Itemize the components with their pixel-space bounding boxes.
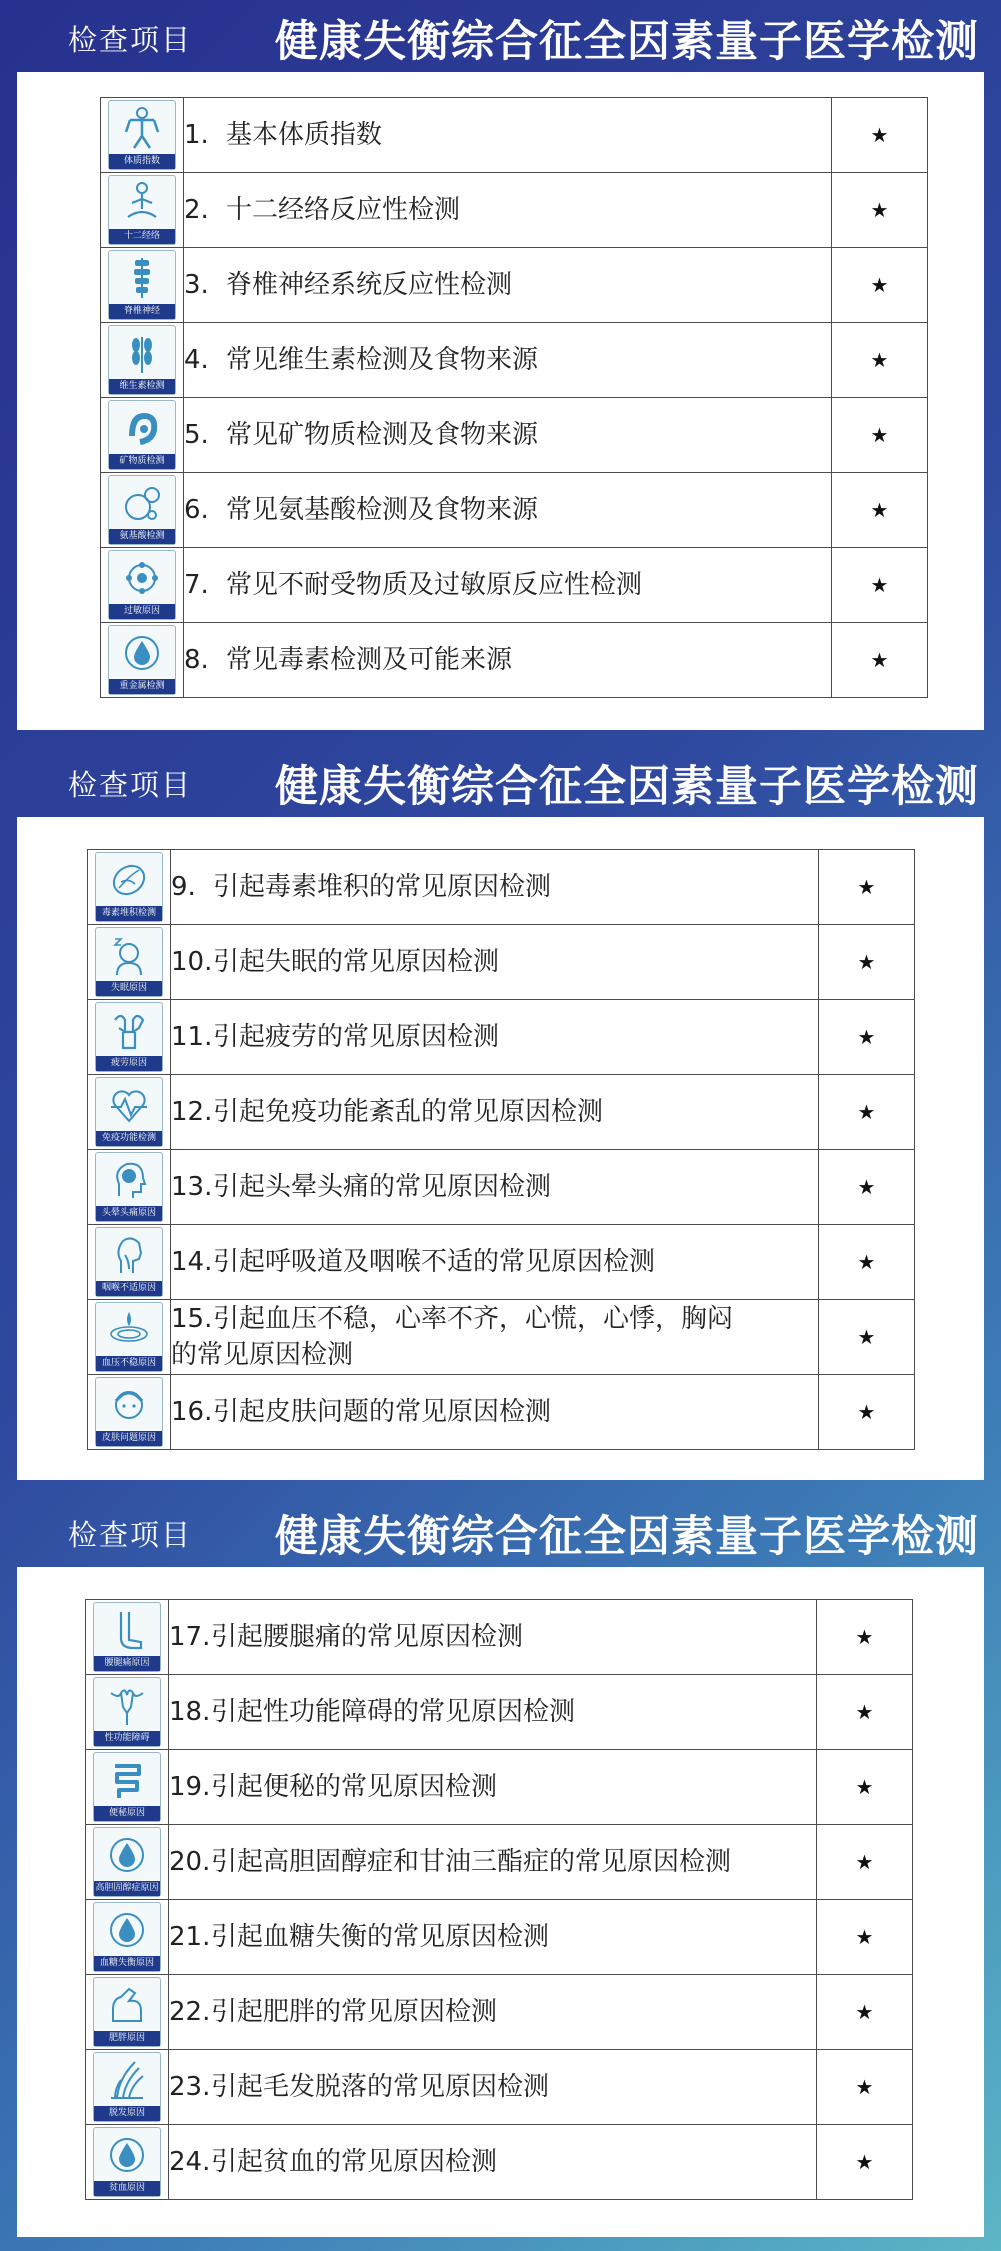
- cell-icon: [109, 858, 149, 902]
- icon-caption: 便秘原因: [94, 1806, 160, 1821]
- item-cell: [169, 1900, 817, 1975]
- icon-tile: [108, 100, 176, 170]
- icon-cell: [86, 2125, 169, 2200]
- star-mark: ★: [819, 850, 915, 925]
- star-mark: ★: [819, 1150, 915, 1225]
- item-number: 20.: [169, 1847, 211, 1877]
- table-row: [101, 623, 928, 698]
- section-2: [0, 745, 1001, 1495]
- star-mark: ★: [832, 323, 928, 398]
- icon-tile: [108, 250, 176, 320]
- item-cell: [184, 173, 832, 248]
- meditation-icon: [122, 181, 162, 225]
- item-cell: [184, 623, 832, 698]
- icon-cell: [101, 98, 184, 173]
- item-cell: [184, 548, 832, 623]
- item-text: 引起便秘的常见原因检测: [211, 1772, 498, 1802]
- table-row: [101, 398, 928, 473]
- item-text: 常见不耐受物质及过敏原反应性检测: [226, 570, 643, 600]
- table-row: [86, 1900, 913, 1975]
- head-brain-icon: [109, 1158, 149, 1202]
- table-row: [88, 1225, 915, 1300]
- icon-tile: [95, 1302, 163, 1372]
- star-mark: ★: [832, 548, 928, 623]
- item-number: 5.: [184, 420, 209, 450]
- icon-cell: [88, 850, 171, 925]
- icon-caption: 免疫功能检测: [96, 1131, 162, 1146]
- heartbeat-icon: [109, 1083, 149, 1127]
- icon-caption: 过敏原因: [109, 604, 175, 619]
- item-cell: [171, 1375, 819, 1450]
- item-number: 3.: [184, 270, 209, 300]
- item-text: 引起失眠的常见原因检测: [213, 947, 500, 977]
- star-mark: ★: [832, 248, 928, 323]
- star-mark: ★: [819, 1075, 915, 1150]
- icon-caption: 重金属检测: [109, 679, 175, 694]
- icon-caption: 血糖失衡原因: [94, 1956, 160, 1971]
- icon-tile: [95, 1377, 163, 1447]
- drop-icon: [107, 2133, 147, 2177]
- item-text: 引起高胆固醇症和甘油三酯症的常见原因检测: [211, 1847, 732, 1877]
- section-title: 健康失衡综合征全因素量子医学检测: [275, 762, 979, 812]
- icon-tile: [95, 852, 163, 922]
- item-cell: [171, 1150, 819, 1225]
- star-mark: ★: [817, 1675, 913, 1750]
- item-number: 2.: [184, 195, 209, 225]
- icon-cell: [86, 1900, 169, 1975]
- section-label: 检查项目: [68, 23, 193, 57]
- table-row: [86, 2125, 913, 2200]
- drop-icon: [107, 1833, 147, 1877]
- content-panel: [17, 72, 984, 730]
- star-mark: ★: [817, 2050, 913, 2125]
- item-cell: [169, 1975, 817, 2050]
- icon-cell: [101, 548, 184, 623]
- table-row: [86, 1975, 913, 2050]
- item-number: 16.: [171, 1397, 213, 1427]
- star-mark: ★: [819, 1225, 915, 1300]
- star-mark: ★: [819, 1300, 915, 1375]
- icon-tile: [93, 1902, 161, 1972]
- content-panel: [17, 1567, 984, 2237]
- icon-tile: [95, 1227, 163, 1297]
- star-mark: ★: [832, 398, 928, 473]
- table-row: [88, 925, 915, 1000]
- table-row: [101, 548, 928, 623]
- item-cell: [169, 1675, 817, 1750]
- icon-caption: 体质指数: [109, 154, 175, 169]
- spine-icon: [122, 256, 162, 300]
- item-text: 引起免疫功能紊乱的常见原因检测: [213, 1097, 604, 1127]
- star-mark: ★: [819, 925, 915, 1000]
- item-cell: [169, 1600, 817, 1675]
- item-number: 21.: [169, 1922, 211, 1952]
- icon-tile: [108, 475, 176, 545]
- ripple-icon: [109, 1308, 149, 1352]
- item-number: 10.: [171, 947, 213, 977]
- item-cell: [171, 925, 819, 1000]
- item-number: 8.: [184, 645, 209, 675]
- uterus-icon: [107, 1683, 147, 1727]
- item-text: 常见矿物质检测及食物来源: [226, 420, 539, 450]
- item-text: 十二经络反应性检测: [226, 195, 461, 225]
- icon-cell: [101, 323, 184, 398]
- icon-caption: 皮肤问题原因: [96, 1431, 162, 1446]
- table-row: [88, 1075, 915, 1150]
- item-number: 11.: [171, 1022, 213, 1052]
- drop-icon: [107, 1908, 147, 1952]
- table-row: [101, 323, 928, 398]
- items-table: [87, 849, 915, 1450]
- item-cell: [169, 1750, 817, 1825]
- item-cell: [171, 1000, 819, 1075]
- item-number: 6.: [184, 495, 209, 525]
- hair-icon: [107, 2058, 147, 2102]
- table-row: [86, 1750, 913, 1825]
- content-panel: [17, 817, 984, 1480]
- icon-caption: 毒素堆积检测: [96, 906, 162, 921]
- item-cell: [171, 1225, 819, 1300]
- icon-cell: [101, 623, 184, 698]
- section-header: [0, 745, 1001, 817]
- item-number: 19.: [169, 1772, 211, 1802]
- icon-tile: [93, 1827, 161, 1897]
- section-label: 检查项目: [68, 768, 193, 802]
- item-number: 4.: [184, 345, 209, 375]
- drop-icon: [122, 631, 162, 675]
- item-number: 1.: [184, 120, 209, 150]
- intestine-icon: [107, 1758, 147, 1802]
- item-cell: [184, 98, 832, 173]
- table-row: [86, 1825, 913, 1900]
- icon-cell: [86, 1600, 169, 1675]
- section-header: [0, 1495, 1001, 1567]
- star-mark: ★: [832, 473, 928, 548]
- icon-tile: [95, 927, 163, 997]
- table-row: [86, 1600, 913, 1675]
- icon-caption: 脊椎神经: [109, 304, 175, 319]
- item-text: 引起肥胖的常见原因检测: [211, 1997, 498, 2027]
- section-3: [0, 1495, 1001, 2251]
- table-row: [101, 173, 928, 248]
- item-text: 常见氨基酸检测及食物来源: [226, 495, 539, 525]
- icon-caption: 咽喉不适原因: [96, 1281, 162, 1296]
- icon-caption: 腰腿痛原因: [94, 1656, 160, 1671]
- item-cell: [171, 1300, 819, 1375]
- icon-cell: [86, 1675, 169, 1750]
- item-number: 12.: [171, 1097, 213, 1127]
- icon-cell: [88, 1375, 171, 1450]
- mineral-icon: [122, 406, 162, 450]
- item-number: 9.: [171, 872, 196, 902]
- item-cell: [171, 1075, 819, 1150]
- item-text: 引起毛发脱落的常见原因检测: [211, 2072, 550, 2102]
- icon-tile: [108, 325, 176, 395]
- item-number: 24.: [169, 2147, 211, 2177]
- item-text: 引起头晕头痛的常见原因检测: [213, 1172, 552, 1202]
- icon-caption: 氨基酸检测: [109, 529, 175, 544]
- icon-cell: [88, 1075, 171, 1150]
- icon-cell: [88, 1000, 171, 1075]
- molecule-icon: [122, 556, 162, 600]
- icon-cell: [101, 248, 184, 323]
- leg-icon: [107, 1608, 147, 1652]
- icon-tile: [93, 1752, 161, 1822]
- icon-caption: 性功能障碍: [94, 1731, 160, 1746]
- icon-caption: 头晕头痛原因: [96, 1206, 162, 1221]
- item-text: 引起毒素堆积的常见原因检测: [213, 872, 552, 902]
- icon-tile: [108, 400, 176, 470]
- star-mark: ★: [817, 1825, 913, 1900]
- table-row: [88, 1300, 915, 1375]
- items-table: [100, 97, 928, 698]
- icon-caption: 贫血原因: [94, 2181, 160, 2196]
- item-cell: [184, 473, 832, 548]
- icon-tile: [95, 1077, 163, 1147]
- icon-cell: [88, 1225, 171, 1300]
- table-row: [88, 1375, 915, 1450]
- icon-caption: 矿物质检测: [109, 454, 175, 469]
- item-cell: [169, 2050, 817, 2125]
- item-text: 引起皮肤问题的常见原因检测: [213, 1397, 552, 1427]
- item-number: 15.: [171, 1304, 213, 1334]
- item-cell: [184, 248, 832, 323]
- star-mark: ★: [832, 98, 928, 173]
- star-mark: ★: [817, 1750, 913, 1825]
- throat-icon: [109, 1233, 149, 1277]
- icon-tile: [93, 1602, 161, 1672]
- item-text: 引起贫血的常见原因检测: [211, 2147, 498, 2177]
- icon-cell: [88, 1150, 171, 1225]
- arm-icon: [107, 1983, 147, 2027]
- item-number: 22.: [169, 1997, 211, 2027]
- section-1: [0, 0, 1001, 745]
- table-row: [88, 1000, 915, 1075]
- items-table: [85, 1599, 913, 2200]
- icon-caption: 高胆固醇症原因: [94, 1881, 160, 1896]
- icon-caption: 十二经络: [109, 229, 175, 244]
- star-mark: ★: [819, 1000, 915, 1075]
- item-cell: [169, 2125, 817, 2200]
- icon-tile: [93, 1677, 161, 1747]
- table-row: [86, 2050, 913, 2125]
- icon-caption: 血压不稳原因: [96, 1356, 162, 1371]
- icon-tile: [108, 550, 176, 620]
- item-number: 23.: [169, 2072, 211, 2102]
- bubbles-icon: [122, 481, 162, 525]
- section-title: 健康失衡综合征全因素量子医学检测: [275, 17, 979, 67]
- item-cell: [169, 1825, 817, 1900]
- icon-cell: [86, 1825, 169, 1900]
- table-row: [86, 1675, 913, 1750]
- item-cell: [171, 850, 819, 925]
- icon-tile: [108, 175, 176, 245]
- icon-caption: 失眠原因: [96, 981, 162, 996]
- star-mark: ★: [817, 1600, 913, 1675]
- table-row: [88, 850, 915, 925]
- icon-tile: [95, 1002, 163, 1072]
- icon-tile: [93, 1977, 161, 2047]
- table-row: [101, 473, 928, 548]
- item-text: 引起血糖失衡的常见原因检测: [211, 1922, 550, 1952]
- item-number: 17.: [169, 1622, 211, 1652]
- sleepless-icon: [109, 933, 149, 977]
- star-mark: ★: [817, 1975, 913, 2050]
- icon-tile: [93, 2052, 161, 2122]
- item-text: 常见维生素检测及食物来源: [226, 345, 539, 375]
- item-cell: [184, 323, 832, 398]
- item-text: 引起性功能障碍的常见原因检测: [211, 1697, 576, 1727]
- section-title: 健康失衡综合征全因素量子医学检测: [275, 1512, 979, 1562]
- star-mark: ★: [819, 1375, 915, 1450]
- icon-caption: 肥胖原因: [94, 2031, 160, 2046]
- item-text: 引起呼吸道及咽喉不适的常见原因检测: [213, 1247, 656, 1277]
- icon-caption: 疲劳原因: [96, 1056, 162, 1071]
- icon-cell: [101, 173, 184, 248]
- item-number: 18.: [169, 1697, 211, 1727]
- icon-cell: [88, 1300, 171, 1375]
- face-icon: [109, 1383, 149, 1427]
- icon-cell: [86, 1975, 169, 2050]
- icon-cell: [101, 473, 184, 548]
- item-cell: [184, 398, 832, 473]
- star-mark: ★: [817, 2125, 913, 2200]
- icon-caption: 维生素检测: [109, 379, 175, 394]
- wheat-icon: [122, 331, 162, 375]
- star-mark: ★: [832, 623, 928, 698]
- table-row: [101, 98, 928, 173]
- icon-cell: [101, 398, 184, 473]
- fatigue-icon: [109, 1008, 149, 1052]
- item-text: 脊椎神经系统反应性检测: [226, 270, 513, 300]
- item-text: 引起血压不稳，心率不齐，心慌，心悸，胸闷: [213, 1304, 734, 1334]
- item-text: 引起腰腿痛的常见原因检测: [211, 1622, 524, 1652]
- star-mark: ★: [817, 1900, 913, 1975]
- icon-cell: [86, 2050, 169, 2125]
- icon-cell: [86, 1750, 169, 1825]
- item-number: 13.: [171, 1172, 213, 1202]
- item-text: 引起疲劳的常见原因检测: [213, 1022, 500, 1052]
- star-mark: ★: [832, 173, 928, 248]
- icon-cell: [88, 925, 171, 1000]
- icon-tile: [108, 625, 176, 695]
- table-row: [88, 1150, 915, 1225]
- icon-caption: 脱发原因: [94, 2106, 160, 2121]
- icon-tile: [93, 2127, 161, 2197]
- item-number: 7.: [184, 570, 209, 600]
- item-text-continued: 的常见原因检测: [171, 1340, 354, 1370]
- table-row: [101, 248, 928, 323]
- icon-tile: [95, 1152, 163, 1222]
- item-number: 14.: [171, 1247, 213, 1277]
- section-label: 检查项目: [68, 1518, 193, 1552]
- section-header: [0, 0, 1001, 72]
- body-figure-icon: [122, 106, 162, 150]
- item-text: 基本体质指数: [226, 120, 383, 150]
- item-text: 常见毒素检测及可能来源: [226, 645, 513, 675]
